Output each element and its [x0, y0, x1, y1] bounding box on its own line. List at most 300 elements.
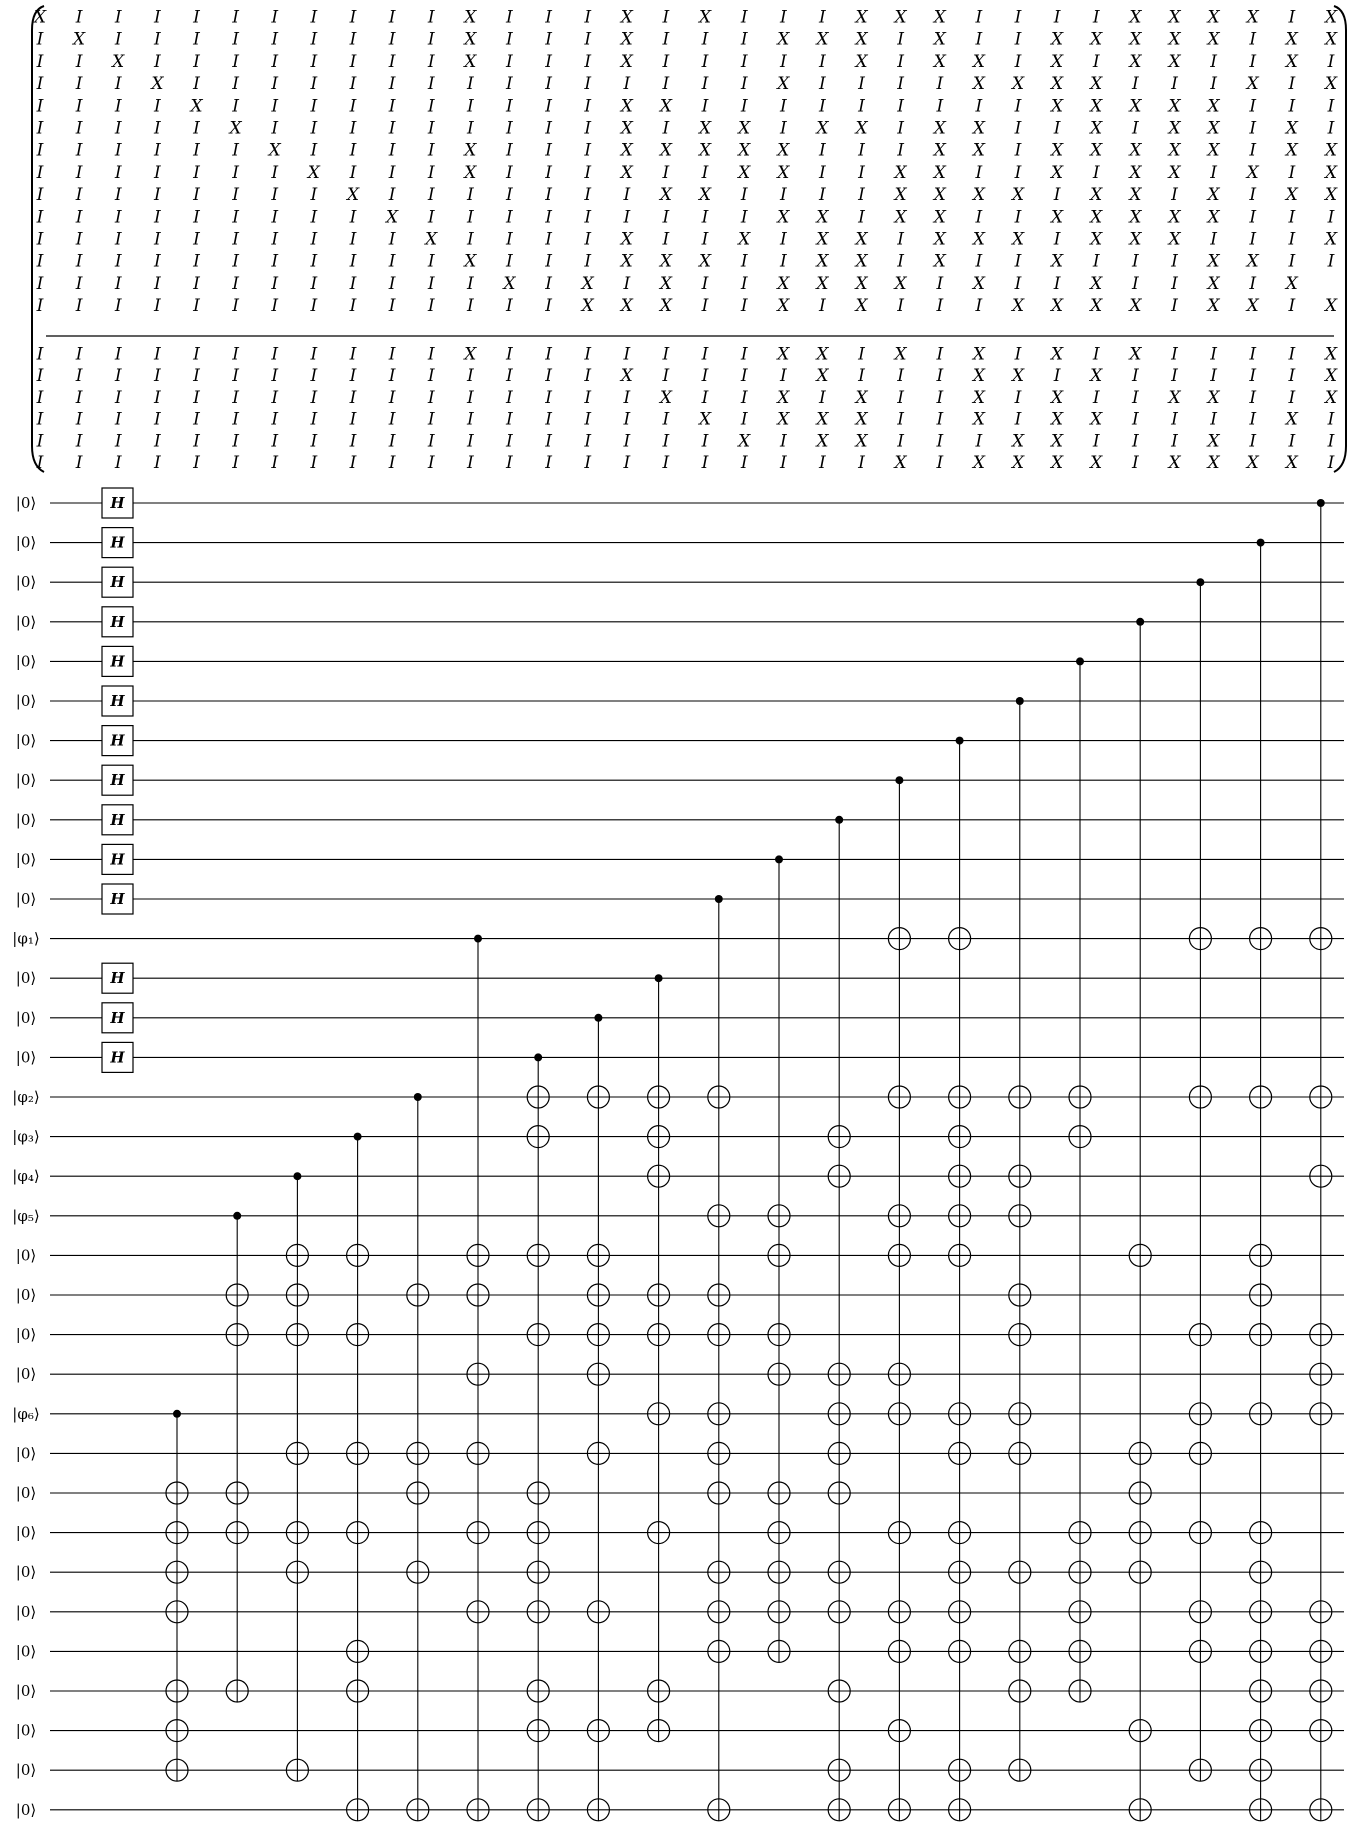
- matrix-lower-entry: X: [1090, 366, 1103, 387]
- control-dot: [1317, 499, 1325, 507]
- matrix-upper-entry: X: [816, 207, 829, 228]
- matrix-upper-entry: I: [427, 162, 435, 183]
- matrix-upper-entry: I: [1288, 74, 1296, 95]
- matrix-upper-entry: I: [310, 29, 318, 50]
- matrix-lower-entry: I: [193, 366, 200, 387]
- matrix-upper-entry: X: [1285, 185, 1298, 206]
- matrix-upper-entry: X: [1168, 96, 1181, 117]
- wire-label: |φ₆⟩: [12, 1404, 40, 1423]
- matrix-upper-entry: I: [779, 118, 787, 139]
- matrix-upper-entry: I: [1092, 7, 1100, 28]
- matrix-lower-entry: I: [1249, 409, 1257, 430]
- matrix-upper-entry: I: [154, 185, 161, 206]
- matrix-upper-entry: X: [620, 96, 633, 117]
- matrix-upper-entry: X: [659, 273, 672, 294]
- matrix-upper-entry: I: [662, 207, 670, 228]
- matrix-upper-entry: I: [545, 162, 552, 183]
- matrix-upper-entry: X: [1207, 7, 1220, 28]
- matrix-upper-entry: I: [114, 185, 122, 206]
- wire-label: |φ₃⟩: [12, 1127, 40, 1146]
- matrix-upper-entry: I: [897, 96, 904, 117]
- matrix-lower-entry: I: [740, 366, 748, 387]
- matrix-upper-entry: I: [427, 140, 435, 161]
- matrix-upper-entry: X: [894, 207, 907, 228]
- control-dot: [956, 737, 964, 745]
- matrix-upper-entry: X: [972, 229, 985, 250]
- matrix-lower-entry: X: [816, 344, 829, 365]
- matrix-lower-entry: I: [936, 409, 944, 430]
- matrix-lower-entry: X: [816, 366, 829, 387]
- matrix-lower-entry: I: [1014, 344, 1022, 365]
- matrix-upper-entry: I: [506, 162, 513, 183]
- matrix-upper-entry: I: [1171, 251, 1178, 272]
- matrix-upper-entry: I: [388, 251, 396, 272]
- matrix-upper-entry: I: [1249, 185, 1257, 206]
- matrix-upper-entry: I: [701, 207, 709, 228]
- hadamard-gates: [102, 488, 133, 1072]
- matrix-upper-entry: I: [1171, 273, 1178, 294]
- matrix-upper-entry: X: [1090, 96, 1103, 117]
- hadamard-label: H: [110, 771, 125, 790]
- matrix-lower-entry: I: [349, 366, 357, 387]
- matrix-lower-entry: I: [114, 387, 122, 408]
- wire-label: |0⟩: [15, 731, 37, 750]
- matrix-upper-entry: I: [36, 140, 44, 161]
- matrix-upper-entry: I: [740, 96, 748, 117]
- matrix-upper-entry: X: [1324, 74, 1338, 95]
- matrix-lower-entry: X: [1051, 387, 1064, 408]
- matrix-lower-entry: X: [1324, 344, 1338, 365]
- matrix-lower-entry: X: [972, 387, 985, 408]
- matrix-upper-entry: I: [388, 7, 396, 28]
- matrix-lower-entry: I: [819, 453, 826, 473]
- matrix-lower-entry: I: [1249, 366, 1257, 387]
- matrix-upper-entry: I: [1014, 273, 1022, 294]
- matrix-upper-entry: I: [1210, 162, 1217, 183]
- matrix-upper-entry: I: [1327, 96, 1335, 117]
- matrix-lower-entry: I: [506, 387, 513, 408]
- matrix-upper-entry: I: [1132, 273, 1139, 294]
- matrix-lower-entry: I: [232, 366, 239, 387]
- matrix-upper-entry: X: [816, 273, 829, 294]
- matrix-upper-entry: X: [659, 296, 672, 317]
- matrix-upper-entry: X: [1129, 29, 1142, 50]
- matrix-lower-entry: I: [936, 344, 944, 365]
- matrix-upper-entry: I: [466, 74, 474, 95]
- matrix-upper-entry: I: [427, 296, 435, 317]
- matrix-upper-entry: I: [506, 229, 513, 250]
- matrix-lower-entry: I: [545, 366, 552, 387]
- matrix-upper-entry: I: [662, 74, 670, 95]
- matrix-upper-entry: I: [193, 51, 200, 72]
- matrix-upper-entry: I: [114, 140, 122, 161]
- matrix-lower-entry: I: [154, 387, 161, 408]
- matrix-upper-entry: I: [819, 51, 826, 72]
- matrix-upper-entry: I: [154, 229, 161, 250]
- wire-label: |0⟩: [15, 612, 37, 631]
- matrix-upper-entry: X: [1090, 74, 1103, 95]
- matrix-upper-entry: I: [310, 229, 318, 250]
- matrix-upper-entry: I: [1132, 118, 1139, 139]
- wire-label: |0⟩: [15, 1800, 37, 1819]
- matrix-upper-entry: I: [584, 207, 592, 228]
- matrix-upper-entry: I: [506, 7, 513, 28]
- matrix-upper-entry: I: [584, 51, 592, 72]
- matrix-lower-entry: I: [310, 387, 318, 408]
- matrix-upper-entry: I: [819, 96, 826, 117]
- control-dot: [1136, 618, 1144, 626]
- matrix-lower-entry: I: [271, 366, 279, 387]
- matrix-upper-entry: X: [112, 51, 125, 72]
- matrix-lower-entry: I: [75, 366, 83, 387]
- matrix-upper-entry: I: [310, 74, 318, 95]
- wire-label: |0⟩: [15, 810, 37, 829]
- matrix-upper-entry: I: [858, 207, 865, 228]
- matrix-lower-entry: I: [75, 431, 83, 452]
- matrix-upper-entry: I: [701, 96, 709, 117]
- control-dot: [835, 816, 843, 824]
- matrix-lower-entry: I: [1014, 409, 1022, 430]
- matrix-lower-entry: X: [1051, 409, 1064, 430]
- matrix-upper-entry: X: [1051, 96, 1064, 117]
- matrix-lower-entry: X: [894, 453, 907, 473]
- matrix-lower-entry: X: [1090, 453, 1103, 473]
- matrix-upper-entry: I: [936, 96, 944, 117]
- wire-label: |0⟩: [15, 573, 37, 592]
- matrix-lower-entry: I: [662, 453, 670, 473]
- matrix-upper-entry: I: [1288, 207, 1296, 228]
- matrix-upper-entry: I: [349, 7, 357, 28]
- matrix-upper-entry: X: [1129, 296, 1142, 317]
- matrix-upper-entry: I: [36, 207, 44, 228]
- matrix-upper-entry: I: [271, 273, 279, 294]
- matrix-upper-entry: X: [33, 7, 47, 28]
- matrix-upper-entry: X: [581, 273, 594, 294]
- matrix-lower-entry: X: [972, 344, 985, 365]
- matrix-upper-entry: X: [933, 251, 946, 272]
- matrix-upper-entry: I: [349, 296, 357, 317]
- matrix-lower-entry: I: [1327, 453, 1335, 473]
- matrix-lower-entry: I: [154, 453, 161, 473]
- matrix-upper-entry: X: [1246, 162, 1259, 183]
- hadamard-label: H: [110, 890, 125, 908]
- matrix-upper-entry: X: [151, 74, 164, 95]
- matrix-upper-entry: X: [620, 140, 633, 161]
- matrix-upper-entry: I: [1092, 51, 1100, 72]
- matrix-upper-entry: I: [36, 185, 44, 206]
- matrix-upper-entry: X: [972, 140, 985, 161]
- matrix-upper-entry: I: [193, 7, 200, 28]
- matrix-upper-entry: I: [310, 296, 318, 317]
- matrix-upper-entry: I: [466, 96, 474, 117]
- matrix-upper-entry: I: [1014, 7, 1022, 28]
- gate-connector-lines: [177, 503, 1321, 1810]
- matrix-lower-entry: I: [506, 431, 513, 452]
- matrix-upper-entry: X: [933, 185, 946, 206]
- matrix-upper-entry: I: [154, 29, 161, 50]
- matrix-upper-entry: I: [1249, 229, 1257, 250]
- matrix-upper-entry: X: [816, 29, 829, 50]
- matrix-lower-entry: I: [545, 453, 552, 473]
- matrix-upper-entry: X: [894, 162, 907, 183]
- matrix-upper-entry: I: [466, 296, 474, 317]
- matrix-upper-entry: I: [427, 29, 435, 50]
- matrix-upper-entry: I: [1249, 118, 1257, 139]
- matrix-upper-entry: I: [427, 273, 435, 294]
- matrix-lower-entry: I: [232, 344, 239, 365]
- matrix-upper-entry: I: [114, 96, 122, 117]
- matrix-upper-entry: I: [271, 162, 279, 183]
- matrix-lower-entry: I: [936, 453, 944, 473]
- matrix-upper-entry: I: [506, 207, 513, 228]
- wire-label: |0⟩: [15, 890, 37, 908]
- matrix-lower-entry: I: [271, 409, 279, 430]
- matrix-upper-entry: I: [623, 273, 631, 294]
- matrix-lower-entry: I: [1210, 366, 1217, 387]
- matrix-lower-entry: I: [232, 453, 239, 473]
- matrix-lower-entry: I: [1132, 431, 1139, 452]
- matrix-upper-entry: X: [777, 273, 790, 294]
- matrix-lower-entry: I: [819, 387, 826, 408]
- matrix-upper-entry: I: [388, 118, 396, 139]
- matrix-upper-entry: I: [349, 273, 357, 294]
- wire-labels: [12, 494, 39, 1819]
- matrix-upper-entry: X: [1051, 51, 1064, 72]
- pauli-matrix: [32, 6, 1346, 473]
- matrix-lower-entry: I: [740, 409, 748, 430]
- matrix-lower-entry: X: [1324, 387, 1338, 408]
- matrix-upper-entry: I: [193, 118, 200, 139]
- matrix-upper-entry: I: [193, 74, 200, 95]
- matrix-upper-entry: I: [1327, 207, 1335, 228]
- matrix-upper-entry: I: [740, 251, 748, 272]
- matrix-upper-entry: I: [1249, 51, 1257, 72]
- circuit-wires: [50, 503, 1344, 1810]
- hadamard-label: H: [110, 612, 125, 631]
- matrix-lower-entry: I: [740, 344, 748, 365]
- matrix-upper-entry: I: [1249, 273, 1257, 294]
- matrix-lower-entry: I: [506, 366, 513, 387]
- matrix-lower-entry: X: [1051, 431, 1064, 452]
- matrix-upper-entry: X: [581, 296, 594, 317]
- matrix-upper-entry: I: [779, 185, 787, 206]
- matrix-lower-entry: I: [466, 409, 474, 430]
- matrix-lower-entry: I: [193, 453, 200, 473]
- matrix-lower-entry: I: [1249, 387, 1257, 408]
- matrix-lower-entry: I: [1132, 387, 1139, 408]
- matrix-upper-entry: I: [584, 140, 592, 161]
- matrix-upper-entry: I: [701, 51, 709, 72]
- matrix-upper-entry: X: [1246, 7, 1259, 28]
- hadamard-label: H: [110, 850, 125, 869]
- matrix-upper-entry: I: [584, 118, 592, 139]
- matrix-lower-entry: X: [972, 409, 985, 430]
- matrix-upper-entry: I: [897, 251, 904, 272]
- matrix-lower-entry: I: [193, 387, 200, 408]
- matrix-upper-entry: I: [193, 162, 200, 183]
- matrix-upper-entry: I: [114, 207, 122, 228]
- control-dot: [233, 1212, 241, 1220]
- matrix-upper-entry: I: [701, 29, 709, 50]
- matrix-lower-entry: I: [1249, 431, 1257, 452]
- matrix-upper-entry: I: [545, 118, 552, 139]
- matrix-upper-entry: X: [1051, 251, 1064, 272]
- control-dot: [474, 935, 482, 943]
- matrix-upper-entry: I: [701, 296, 709, 317]
- matrix-upper-entry: I: [1132, 251, 1139, 272]
- matrix-upper-entry: I: [310, 140, 318, 161]
- matrix-lower-entry: I: [310, 366, 318, 387]
- matrix-lower-entry: I: [349, 409, 357, 430]
- control-dot: [1076, 657, 1084, 665]
- matrix-upper-entry: I: [779, 7, 787, 28]
- matrix-upper-entry: I: [779, 51, 787, 72]
- matrix-upper-entry: X: [738, 118, 751, 139]
- matrix-upper-entry: I: [584, 162, 592, 183]
- matrix-upper-entry: I: [349, 251, 357, 272]
- matrix-upper-entry: I: [388, 140, 396, 161]
- matrix-upper-entry: I: [154, 96, 161, 117]
- matrix-upper-entry: I: [858, 140, 865, 161]
- matrix-upper-entry: I: [545, 96, 552, 117]
- matrix-upper-entry: I: [975, 96, 983, 117]
- matrix-upper-entry: I: [154, 7, 161, 28]
- matrix-lower-entry: I: [36, 453, 44, 473]
- matrix-lower-entry: I: [936, 366, 944, 387]
- matrix-upper-entry: X: [620, 51, 633, 72]
- matrix-upper-entry: I: [310, 7, 318, 28]
- matrix-upper-entry: I: [388, 185, 396, 206]
- matrix-upper-entry: I: [779, 251, 787, 272]
- matrix-upper-entry: I: [388, 273, 396, 294]
- matrix-upper-entry: I: [545, 229, 552, 250]
- matrix-upper-entry: X: [464, 140, 477, 161]
- matrix-upper-entry: I: [1171, 74, 1178, 95]
- matrix-lower-entry: I: [193, 409, 200, 430]
- matrix-lower-entry: I: [388, 387, 396, 408]
- matrix-upper-entry: I: [858, 162, 865, 183]
- matrix-upper-entry: X: [620, 229, 633, 250]
- wire-label: |0⟩: [15, 1682, 37, 1700]
- matrix-upper-entry: I: [232, 162, 239, 183]
- matrix-upper-entry: I: [1014, 140, 1022, 161]
- matrix-upper-entry: I: [1210, 74, 1217, 95]
- matrix-lower-entry: I: [1132, 366, 1139, 387]
- matrix-upper-entry: X: [855, 229, 868, 250]
- wire-label: |0⟩: [15, 692, 37, 710]
- matrix-upper-entry: I: [1014, 29, 1022, 50]
- control-dot: [594, 1014, 602, 1022]
- matrix-upper-entry: I: [310, 96, 318, 117]
- wire-label: |0⟩: [15, 533, 37, 552]
- matrix-lower-entry: I: [1014, 387, 1022, 408]
- matrix-upper-entry: I: [232, 29, 239, 50]
- matrix-lower-entry: I: [75, 409, 83, 430]
- matrix-upper-entry: I: [271, 118, 279, 139]
- matrix-lower-entry: I: [1288, 344, 1296, 365]
- matrix-upper-entry: I: [466, 229, 474, 250]
- matrix-upper-entry: I: [75, 207, 83, 228]
- matrix-upper-entry: X: [855, 51, 868, 72]
- matrix-upper-entry: X: [855, 251, 868, 272]
- matrix-upper-entry: I: [75, 118, 83, 139]
- matrix-upper-entry: I: [623, 207, 631, 228]
- matrix-upper-entry: I: [271, 29, 279, 50]
- matrix-upper-entry: I: [701, 162, 709, 183]
- matrix-upper-entry: I: [740, 296, 748, 317]
- matrix-upper-entry: I: [271, 51, 279, 72]
- matrix-upper-entry: X: [1207, 273, 1220, 294]
- matrix-upper-entry: X: [933, 162, 946, 183]
- matrix-upper-entry: X: [1324, 296, 1338, 317]
- matrix-upper-entry: I: [506, 185, 513, 206]
- matrix-upper-entry: I: [1327, 118, 1335, 139]
- matrix-upper-entry: I: [1053, 273, 1061, 294]
- matrix-upper-entry: I: [232, 273, 239, 294]
- matrix-upper-entry: X: [464, 251, 477, 272]
- matrix-upper-entry: I: [819, 296, 826, 317]
- matrix-lower-entry: X: [1051, 453, 1064, 473]
- matrix-upper-entry: X: [1285, 29, 1298, 50]
- matrix-upper-entry: X: [386, 207, 399, 228]
- matrix-lower-entry: X: [777, 344, 790, 365]
- matrix-upper-entry: X: [1090, 296, 1103, 317]
- matrix-lower-entry: X: [464, 344, 477, 365]
- matrix-upper-entry: I: [232, 251, 239, 272]
- wire-label: |0⟩: [15, 1484, 37, 1502]
- matrix-upper-entry: I: [427, 207, 435, 228]
- wire-label: |0⟩: [15, 1563, 37, 1582]
- matrix-upper-entry: I: [897, 74, 904, 95]
- matrix-upper-entry: X: [1011, 229, 1025, 250]
- matrix-lower-entry: I: [584, 431, 592, 452]
- matrix-upper-entry: I: [349, 74, 357, 95]
- matrix-upper-entry: I: [154, 140, 161, 161]
- matrix-upper-entry: X: [1129, 185, 1142, 206]
- matrix-lower-entry: I: [858, 453, 865, 473]
- matrix-upper-entry: I: [466, 273, 474, 294]
- matrix-upper-entry: X: [1011, 185, 1025, 206]
- matrix-upper-entry: I: [271, 207, 279, 228]
- matrix-upper-entry: I: [75, 7, 83, 28]
- matrix-upper-entry: X: [738, 162, 751, 183]
- matrix-lower-entry: X: [1246, 453, 1259, 473]
- matrix-upper-entry: I: [662, 118, 670, 139]
- matrix-upper-entry: I: [740, 185, 748, 206]
- matrix-lower-entry: I: [388, 366, 396, 387]
- control-dot: [715, 895, 723, 903]
- matrix-upper-entry: I: [545, 185, 552, 206]
- matrix-lower-entry: I: [310, 431, 318, 452]
- matrix-upper-entry: X: [1168, 162, 1181, 183]
- matrix-lower-entry: I: [506, 453, 513, 473]
- matrix-lower-entry: I: [897, 409, 904, 430]
- matrix-upper-entry: X: [855, 273, 868, 294]
- matrix-upper-entry: I: [740, 29, 748, 50]
- matrix-upper-entry: X: [1090, 29, 1103, 50]
- matrix-lower-entry: I: [936, 431, 944, 452]
- matrix-lower-entry: X: [777, 387, 790, 408]
- matrix-upper-entry: I: [740, 273, 748, 294]
- wire-label: |0⟩: [15, 1444, 37, 1463]
- matrix-lower-entry: I: [232, 387, 239, 408]
- matrix-upper-entry: I: [193, 140, 200, 161]
- matrix-upper-entry: I: [897, 140, 904, 161]
- matrix-upper-entry: I: [506, 251, 513, 272]
- matrix-upper-entry: I: [36, 162, 44, 183]
- matrix-upper-entry: X: [620, 7, 633, 28]
- matrix-upper-entry: I: [662, 229, 670, 250]
